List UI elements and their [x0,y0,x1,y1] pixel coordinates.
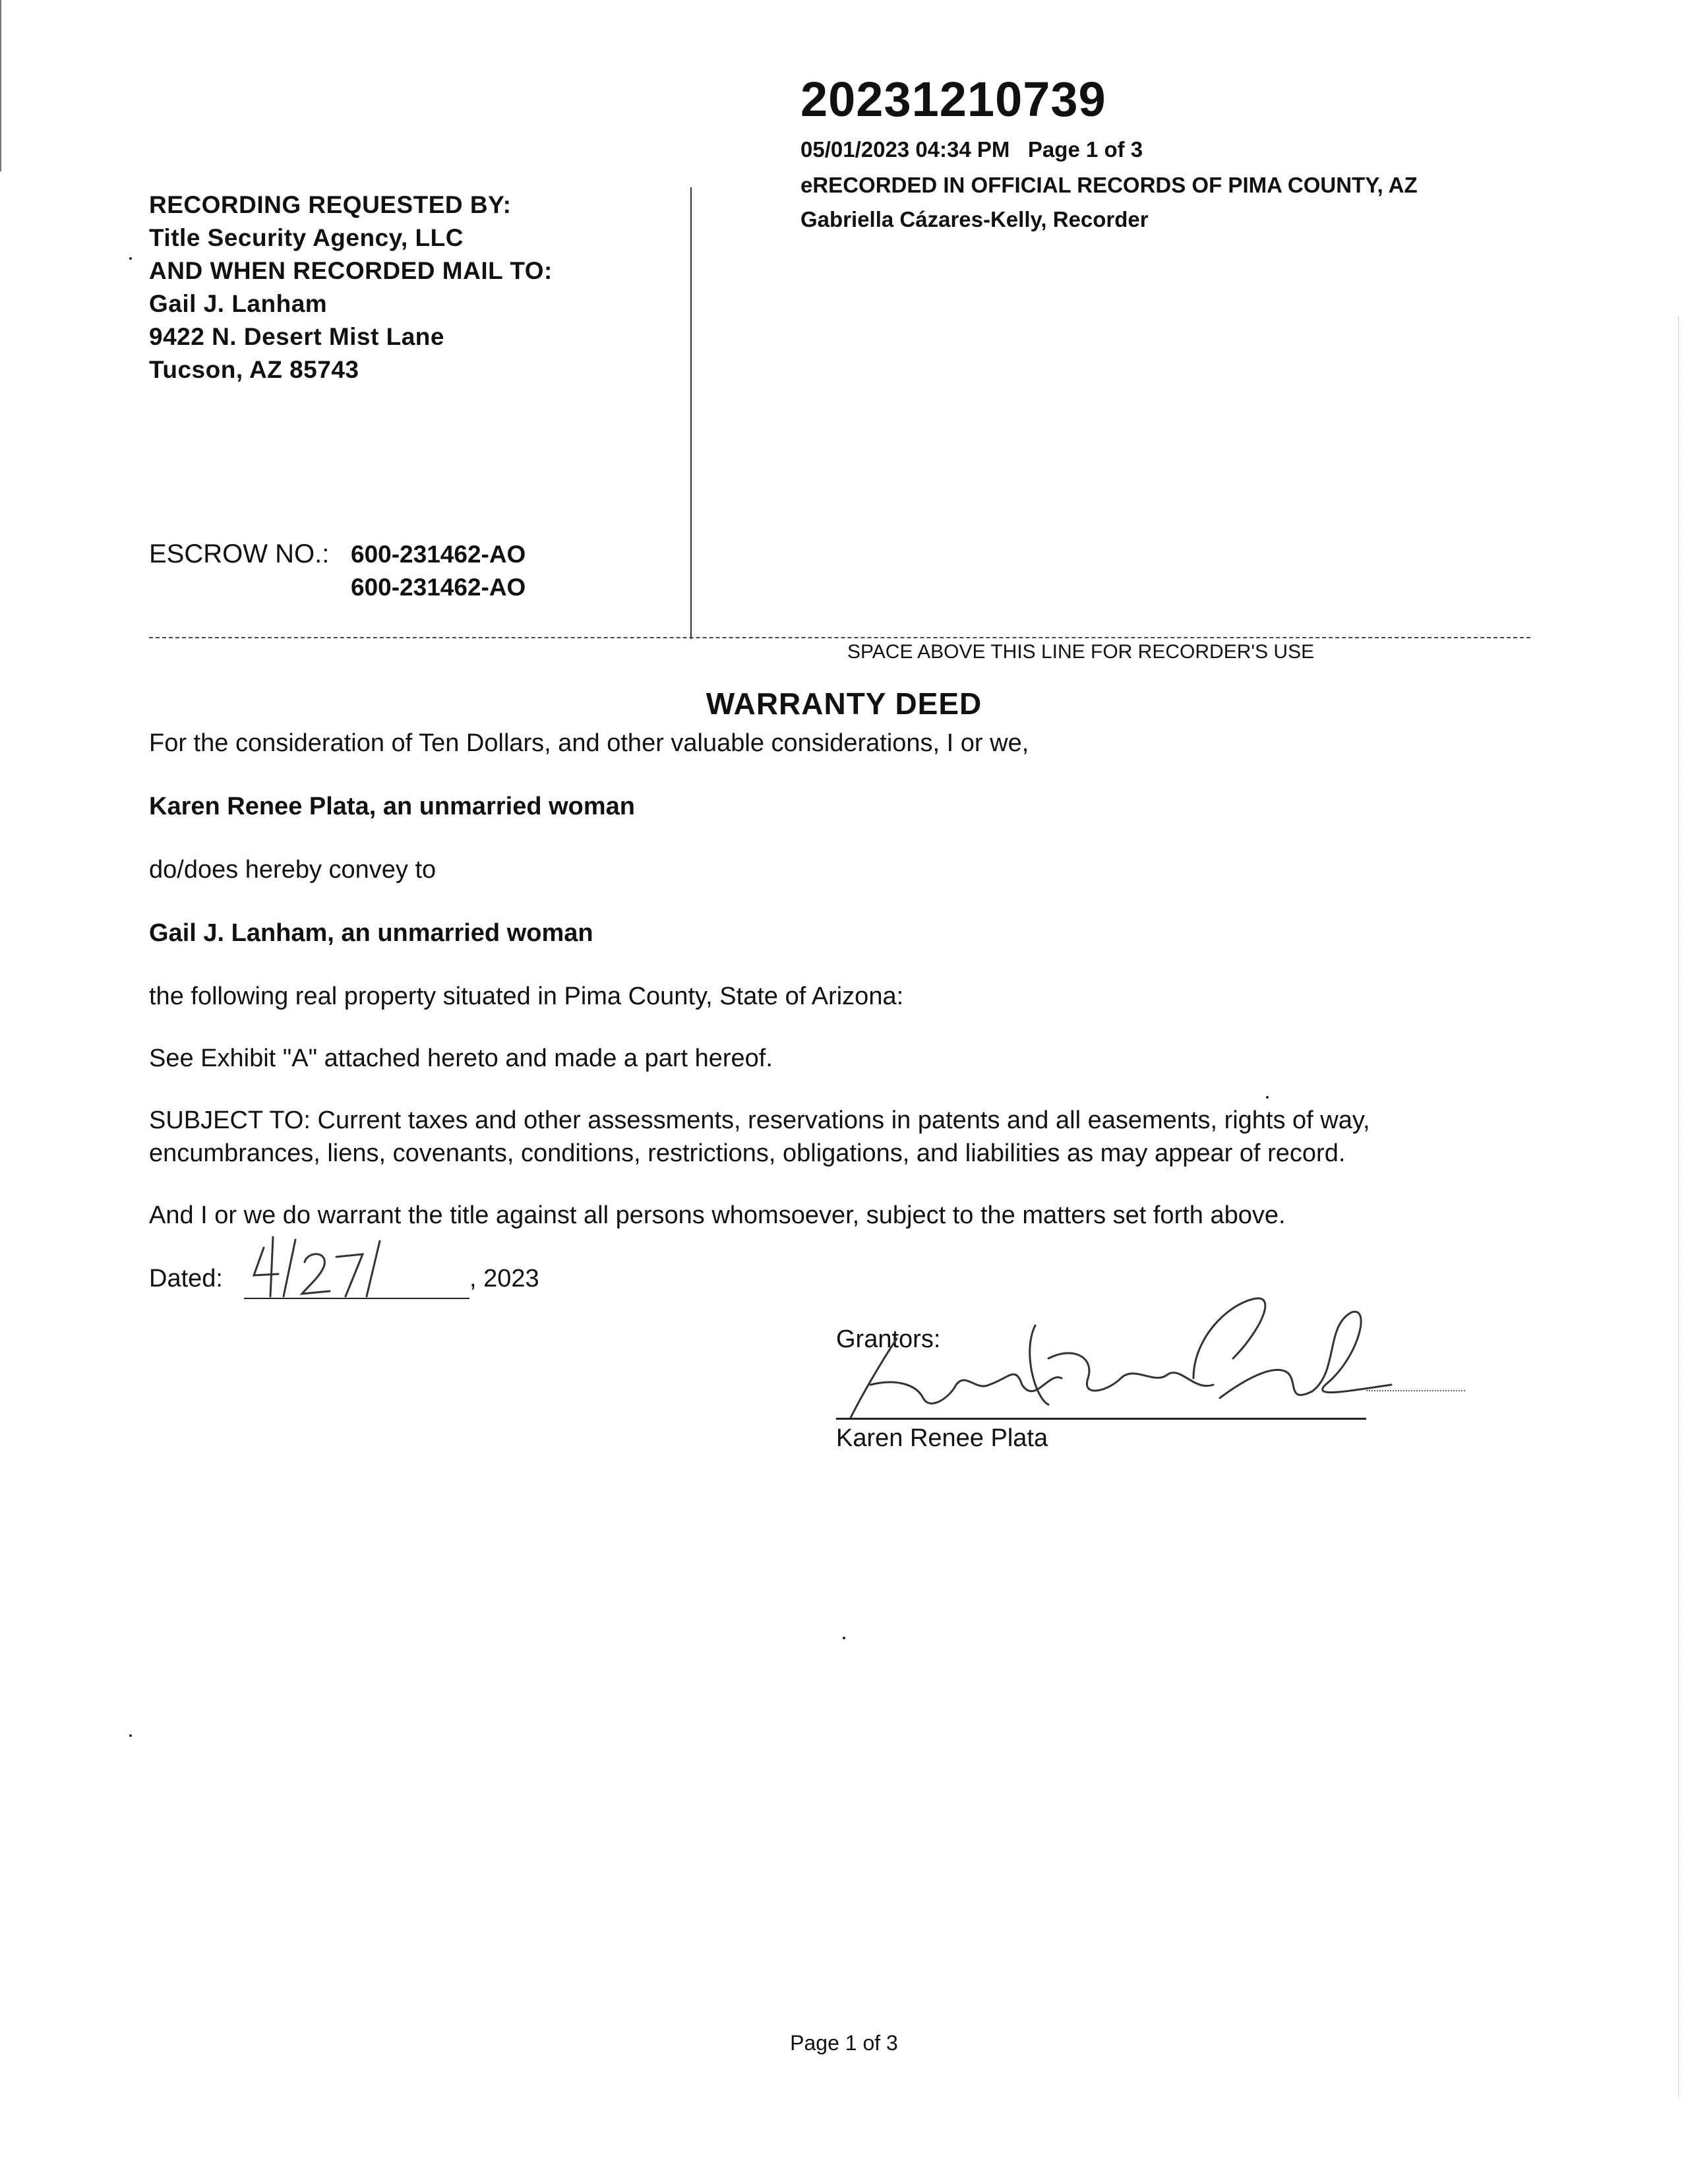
requested-by-name: Title Security Agency, LLC [149,224,464,251]
scan-speck [129,257,132,260]
signature-stroke-middle-name [1030,1325,1213,1405]
mail-to-label: AND WHEN RECORDED MAIL TO: [149,257,553,284]
deed-title: WARRANTY DEED [706,686,982,721]
mail-to-city: Tucson, AZ 85743 [149,356,359,383]
subject-to-line-1: SUBJECT TO: Current taxes and other assessments, reservations in patents and all easements, rights of way, [149,1107,1370,1134]
dated-label: Dated: [149,1265,223,1292]
handwritten-date-seven [336,1254,363,1296]
scan-edge-right [1678,317,1679,2097]
scan-speck [843,1637,845,1639]
escrow-label: ESCROW NO.: [149,539,330,568]
signature-line [836,1418,1366,1420]
escrow-number-1: 600-231462-AO [351,541,526,568]
signature-stroke-last-name [1193,1298,1391,1398]
grantors-label: Grantors: [836,1325,941,1353]
consideration-text: For the consideration of Ten Dollars, and other valuable considerations, I or we, [149,729,1029,757]
exhibit-text: See Exhibit "A" attached hereto and made a part hereof. [149,1045,773,1072]
recorder-name: Gabriella Cázares-Kelly, Recorder [800,207,1149,231]
grantor-text: Karen Renee Plata, an unmarried woman [149,793,636,820]
dated-year: , 2023 [469,1265,539,1292]
handwritten-date-slash-2 [367,1241,380,1296]
mail-to-name: Gail J. Lanham [149,290,328,317]
recording-requested-label: RECORDING REQUESTED BY: [149,191,512,218]
document-number: 20231210739 [800,72,1106,127]
recording-page-info: Page 1 of 3 [1027,137,1143,162]
recording-datetime: 05/01/2023 04:34 PM [800,137,1010,162]
scan-speck [1266,1096,1269,1099]
header-divider-vertical [690,187,692,639]
page-footer: Page 1 of 3 [790,2031,898,2055]
handwritten-date-slash-1 [284,1240,295,1296]
convey-text: do/does hereby convey to [149,856,437,884]
scan-speck [129,1734,132,1737]
signature-line-extension [1366,1390,1465,1391]
grantor-signature-name: Karen Renee Plata [836,1424,1048,1452]
grantor-signature [824,1286,1404,1431]
recording-datetime-line [800,137,1143,162]
handwritten-date-two [302,1254,330,1294]
subject-to-line-2: encumbrances, liens, covenants, conditions, restrictions, obligations, and liabilities as may appear of record. [149,1139,1346,1167]
recorder-space-note: SPACE ABOVE THIS LINE FOR RECORDER'S USE [847,641,1315,663]
handwritten-date-four [254,1237,278,1296]
recorded-in-text: eRECORDED IN OFFICIAL RECORDS OF PIMA COUNTY, AZ [800,173,1418,197]
handwritten-date [244,1228,402,1304]
scan-edge-left [0,0,1,171]
warrant-text: And I or we do warrant the title against all persons whomsoever, subject to the matters set forth above. [149,1201,1286,1229]
grantee-text: Gail J. Lanham, an unmarried woman [149,919,593,947]
recorder-space-line [149,637,1530,638]
escrow-number-2: 600-231462-AO [351,574,526,601]
property-text: the following real property situated in Pima County, State of Arizona: [149,983,904,1010]
mail-to-street: 9422 N. Desert Mist Lane [149,323,444,350]
